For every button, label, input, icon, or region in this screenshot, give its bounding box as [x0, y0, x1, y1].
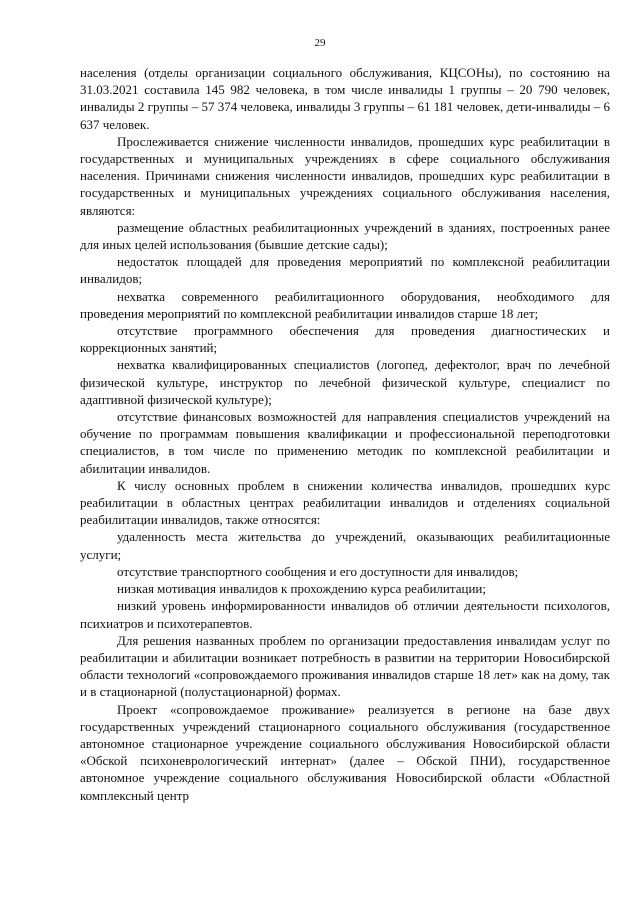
paragraph-population-stats: населения (отделы организации социального обслуживания, КЦСОНы), по состоянию на 31.03.2021 составила 145 982 человека, в том числе инвалиды 1 группы – 20 790 человек, инвалиды 2 группы – 57 374 человека, инвалиды 3 группы – 61 181 человек, дети-инвалиды – 6 637 человек.: [80, 65, 610, 132]
paragraph-solution-need: Для решения названных проблем по организации предоставления инвалидам услуг по реабилитации и абилитации возникает потребность в развитии на территории Новосибирской области технологий «сопровождаемого проживания инвалидов старше 18 лет» как на дому, так и в стационарной (полустационарной) формах.: [80, 632, 610, 700]
list-item-specialist-shortage: нехватка квалифицированных специалистов (логопед, дефектолог, врач по лечебной физической культуре, инструктор по лечебной физической культуре, специалист по адаптивной физической культуре);: [80, 357, 610, 407]
page-number: 29: [314, 37, 326, 49]
list-item-distance: удаленность места жительства до учреждений, оказывающих реабилитационные услуги;: [80, 529, 610, 562]
paragraph-project-description: Проект «сопровождаемое проживание» реализуется в регионе на базе двух государственных учреждений стационарного социального обслуживания (государственное автономное стационарное учреждение социального обслуживания Новосибирской области «Обской психоневрологический интернат» (далее – Обской ПНИ), государственное автономное учреждение социального обслуживания Новосибирской области «Областной комплексный центр: [80, 701, 610, 803]
list-item-financial-limits: отсутствие финансовых возможностей для направления специалистов учреждений на обучение по программам повышения квалификации и профессиональной переподготовки специалистов, в том числе по применению методик по комплексной реабилитации и абилитации инвалидов.: [80, 409, 610, 476]
list-item-equipment-shortage: нехватка современного реабилитационного оборудования, необходимого для проведения мероприятий по комплексной реабилитации инвалидов старше 18 лет;: [80, 288, 610, 321]
list-item-software-absence: отсутствие программного обеспечения для проведения диагностических и коррекционных занятий;: [80, 323, 610, 356]
paragraph-main-problems-intro: К числу основных проблем в снижении количества инвалидов, прошедших курс реабилитации в областных центрах реабилитации инвалидов и отделениях социальной реабилитации инвалидов, также относятся:: [80, 477, 610, 528]
list-item-motivation: низкая мотивация инвалидов к прохождению курса реабилитации;: [117, 581, 486, 597]
list-item-awareness: низкий уровень информированности инвалидов об отличии деятельности психологов, психиатров и психотерапевтов.: [80, 598, 610, 631]
document-body: [80, 64, 610, 804]
paragraph-decline-reasons-intro: Прослеживается снижение численности инвалидов, прошедших курс реабилитации в государственных и муниципальных учреждениях в сфере социального обслуживания населения. Причинами снижения численности инвалидов, прошедших курс реабилитации в государственных и муниципальных учреждениях социального обслуживания населения, являются:: [80, 133, 610, 218]
list-item-transport: отсутствие транспортного сообщения и его доступности для инвалидов;: [117, 563, 519, 579]
list-item-building-placement: размещение областных реабилитационных учреждений в зданиях, построенных ранее для иных целей использования (бывшие детские сады);: [80, 219, 610, 253]
list-item-space-shortage: недостаток площадей для проведения мероприятий по комплексной реабилитации инвалидов;: [80, 254, 610, 287]
